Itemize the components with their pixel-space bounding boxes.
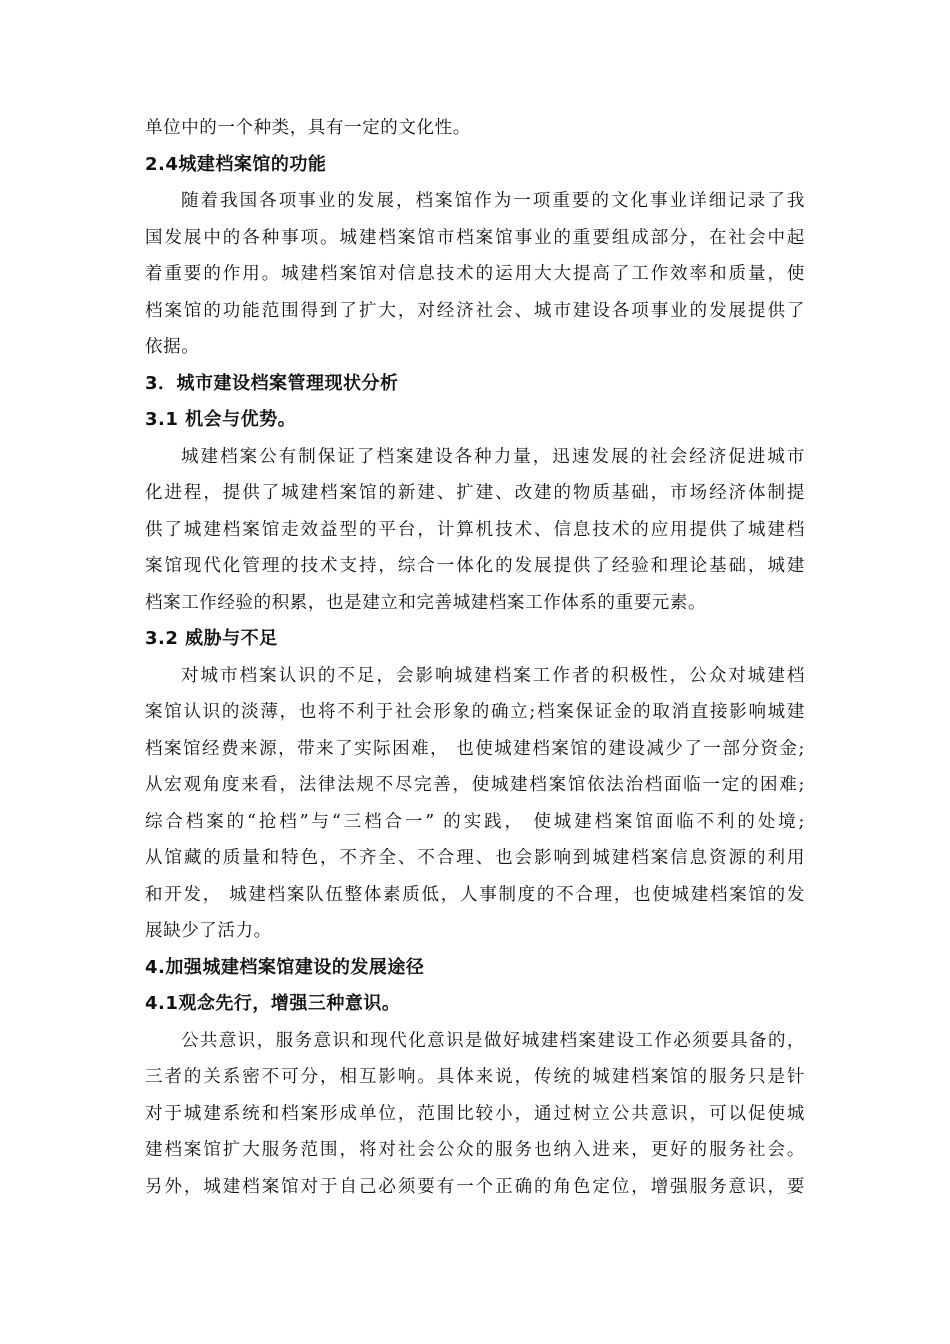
paragraph xyxy=(145,110,805,147)
text-line: 综合档案的“抢档”与“三档合一” 的实践， 使城建档案馆面临不利的处境; xyxy=(145,811,805,832)
text-line: 随着我国各项事业的发展，档案馆作为一项重要的文化事业详细记录了我 xyxy=(181,191,805,211)
text-line: 公共意识，服务意识和现代化意识是做好城建档案建设工作必须要具备的， xyxy=(181,1030,805,1051)
section-heading: 4.1观念先行，增强三种意识。 xyxy=(145,993,401,1014)
text-line: 单位中的一个种类，具有一定的文化性。 xyxy=(145,118,471,138)
section-heading: 4.加强城建档案馆建设的发展途径 xyxy=(145,956,425,978)
section-heading: 3.1 机会与优势。 xyxy=(145,409,297,430)
text-line: 另外，城建档案馆对于自己必须要有一个正确的角色定位，增强服务意识，要 xyxy=(145,1176,805,1197)
text-line: 案馆现代化管理的技术支持，综合一体化的发展提供了经验和理论基础，城建 xyxy=(145,556,805,576)
text-line: 城建档案公有制保证了档案建设各种力量，迅速发展的社会经济促进城市 xyxy=(181,446,805,467)
paragraph xyxy=(145,439,805,622)
section-heading: 3.2 威胁与不足 xyxy=(145,628,278,649)
paragraph xyxy=(145,1023,805,1206)
text-line: 建档案馆扩大服务范围，将对社会公众的服务也纳入进来，更好的服务社会。 xyxy=(145,1140,805,1160)
paragraph xyxy=(145,658,805,950)
text-line: 档案馆的功能范围得到了扩大，对经济社会、城市建设各项事业的发展提供了 xyxy=(145,300,805,321)
text-line: 对于城建系统和档案形成单位，范围比较小，通过树立公共意识，可以促使城 xyxy=(145,1103,805,1124)
text-line: 档案工作经验的积累，也是建立和完善城建档案工作体系的重要元素。 xyxy=(145,592,707,613)
text-line: 档案馆经费来源，带来了实际困难， 也使城建档案馆的建设减少了一部分资金; xyxy=(145,738,805,759)
text-line: 供了城建档案馆走效益型的平台，计算机技术、信息技术的应用提供了城建档 xyxy=(145,519,805,540)
text-line: 着重要的作用。城建档案馆对信息技术的运用大大提高了工作效率和质量，使 xyxy=(145,264,805,284)
document-body xyxy=(145,110,805,1205)
section-heading: 2.4城建档案馆的功能 xyxy=(145,153,327,175)
paragraph xyxy=(145,183,805,366)
text-line: 对城市档案认识的不足，会影响城建档案工作者的积极性，公众对城建档 xyxy=(181,665,805,686)
text-line: 化进程，提供了城建档案馆的新建、扩建、改建的物质基础，市场经济体制提 xyxy=(145,483,805,503)
text-line: 展缺少了活力。 xyxy=(145,921,272,941)
text-line: 三者的关系密不可分，相互影响。具体来说，传统的城建档案馆的服务只是针 xyxy=(145,1067,805,1087)
text-line: 和开发， 城建档案队伍整体素质低，人事制度的不合理，也使城建档案馆的发 xyxy=(145,884,805,905)
text-line: 国发展中的各种事项。城建档案馆市档案馆事业的重要组成部分，在社会中起 xyxy=(145,227,805,248)
text-line: 从宏观角度来看，法律法规不尽完善，使城建档案馆依法治档面临一定的困难; xyxy=(145,775,805,795)
text-line: 依据。 xyxy=(145,337,200,357)
text-line: 案馆认识的淡薄，也将不利于社会形象的确立;档案保证金的取消直接影响城建 xyxy=(145,702,805,722)
text-line: 从馆藏的质量和特色，不齐全、不合理、也会影响到城建档案信息资源的利用 xyxy=(145,848,805,868)
section-heading: 3．城市建设档案管理现状分析 xyxy=(145,372,399,394)
